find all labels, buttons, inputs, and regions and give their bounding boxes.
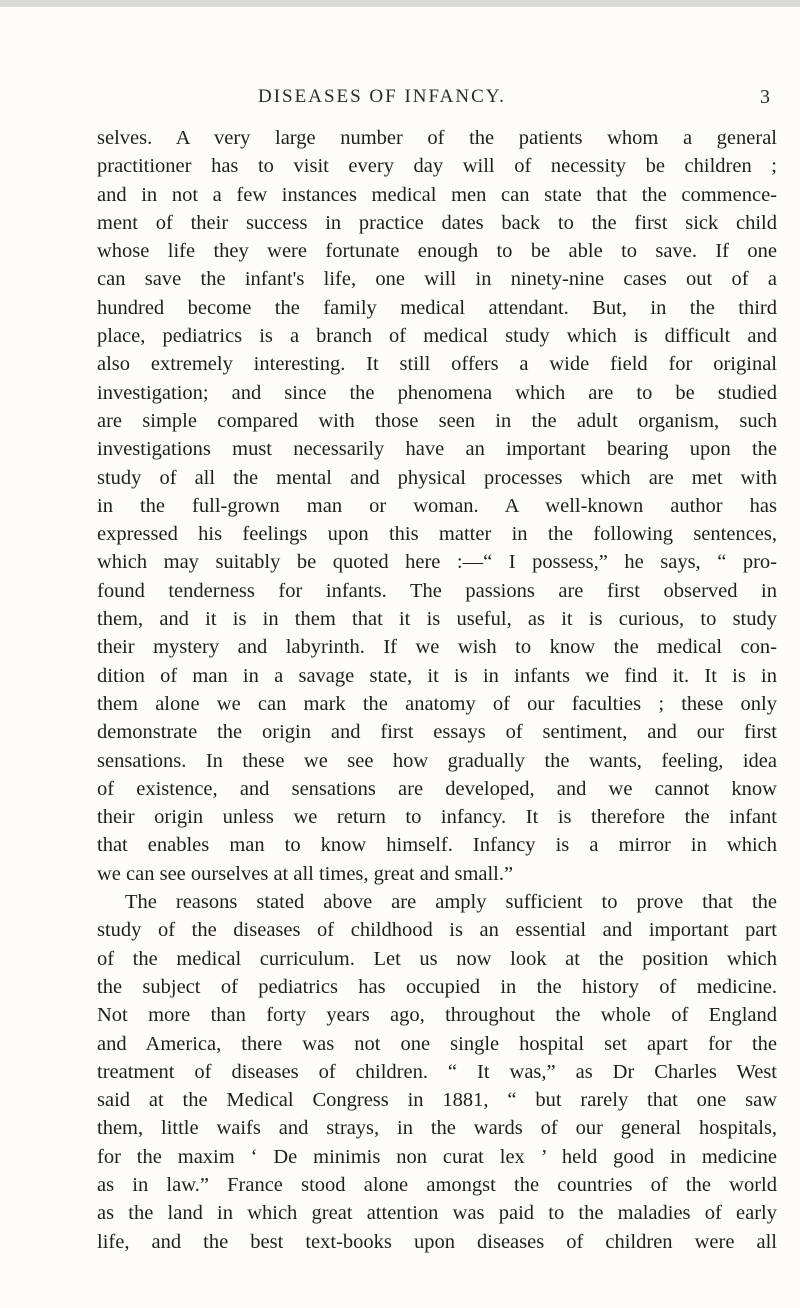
body-text (97, 124, 777, 1256)
text-line: found tenderness for infants. The passions are first observed in (97, 579, 777, 602)
text-line: their mystery and labyrinth. If we wish to know the medical con- (97, 636, 777, 659)
text-line: also extremely interesting. It still offers a wide field for original (97, 353, 777, 376)
text-line: them, and it is in them that it is useful, as it is curious, to study (97, 608, 777, 631)
text-line: Not more than forty years ago, throughout the whole of England (97, 1004, 777, 1027)
text-line: place, pediatrics is a branch of medical study which is difficult and (97, 325, 777, 348)
text-line: practitioner has to visit every day will of necessity be children ; (97, 155, 777, 178)
text-line: their origin unless we return to infancy. It is therefore the infant (97, 806, 777, 829)
paragraph-end-line: we can see ourselves at all times, great and small.” (97, 862, 514, 885)
text-line: which may suitably be quoted here :—“ I possess,” he says, “ pro- (97, 551, 777, 574)
text-line: that enables man to know himself. Infancy is a mirror in which (97, 834, 777, 857)
text-line: study of all the mental and physical processes which are met with (97, 466, 777, 489)
text-line: hundred become the family medical attendant. But, in the third (97, 296, 777, 319)
paragraph-start-line: The reasons stated above are amply sufficient to prove that the (125, 891, 777, 914)
text-line: whose life they were fortunate enough to be able to save. If one (97, 240, 777, 263)
text-line: the subject of pediatrics has occupied in the history of medicine. (97, 975, 777, 998)
text-line: for the maxim ‘ De minimis non curat lex ’ held good in medicine (97, 1145, 777, 1168)
text-line: of the medical curriculum. Let us now look at the position which (97, 947, 777, 970)
text-line: are simple compared with those seen in the adult organism, such (97, 409, 777, 432)
scan-edge (0, 0, 800, 7)
text-line: study of the diseases of childhood is an essential and important part (97, 919, 777, 942)
text-line: as the land in which great attention was paid to the maladies of early (97, 1202, 777, 1225)
text-line: sensations. In these we see how gradually the wants, feeling, idea (97, 749, 777, 772)
text-line: them, little waifs and strays, in the wards of our general hospitals, (97, 1117, 777, 1140)
text-line: of existence, and sensations are developed, and we cannot know (97, 777, 777, 800)
text-line: ment of their success in practice dates back to the first sick child (97, 211, 777, 234)
text-line: selves. A very large number of the patients whom a general (97, 127, 777, 149)
text-line: treatment of diseases of children. “ It was,” as Dr Charles West (97, 1060, 777, 1083)
running-title: DISEASES OF INFANCY. (258, 86, 506, 107)
page-number: 3 (760, 86, 770, 108)
text-line: and America, there was not one single hospital set apart for the (97, 1032, 777, 1055)
text-line: expressed his feelings upon this matter in the following sentences, (97, 523, 777, 546)
text-line: in the full-grown man or woman. A well-known author has (97, 494, 777, 517)
text-line: said at the Medical Congress in 1881, “ but rarely that one saw (97, 1089, 777, 1112)
text-line: them alone we can mark the anatomy of our faculties ; these only (97, 692, 777, 715)
text-line: can save the infant's life, one will in ninety-nine cases out of a (97, 268, 777, 291)
running-head (0, 86, 800, 112)
text-line: as in law.” France stood alone amongst the countries of the world (97, 1173, 777, 1196)
text-line: dition of man in a savage state, it is in infants we find it. It is in (97, 664, 777, 687)
text-line: investigations must necessarily have an important bearing upon the (97, 438, 777, 461)
text-line: life, and the best text-books upon diseases of children were all (97, 1230, 777, 1253)
text-line: investigation; and since the phenomena which are to be studied (97, 381, 777, 404)
text-line: demonstrate the origin and first essays of sentiment, and our first (97, 721, 777, 744)
text-line: and in not a few instances medical men can state that the commence- (97, 183, 777, 206)
